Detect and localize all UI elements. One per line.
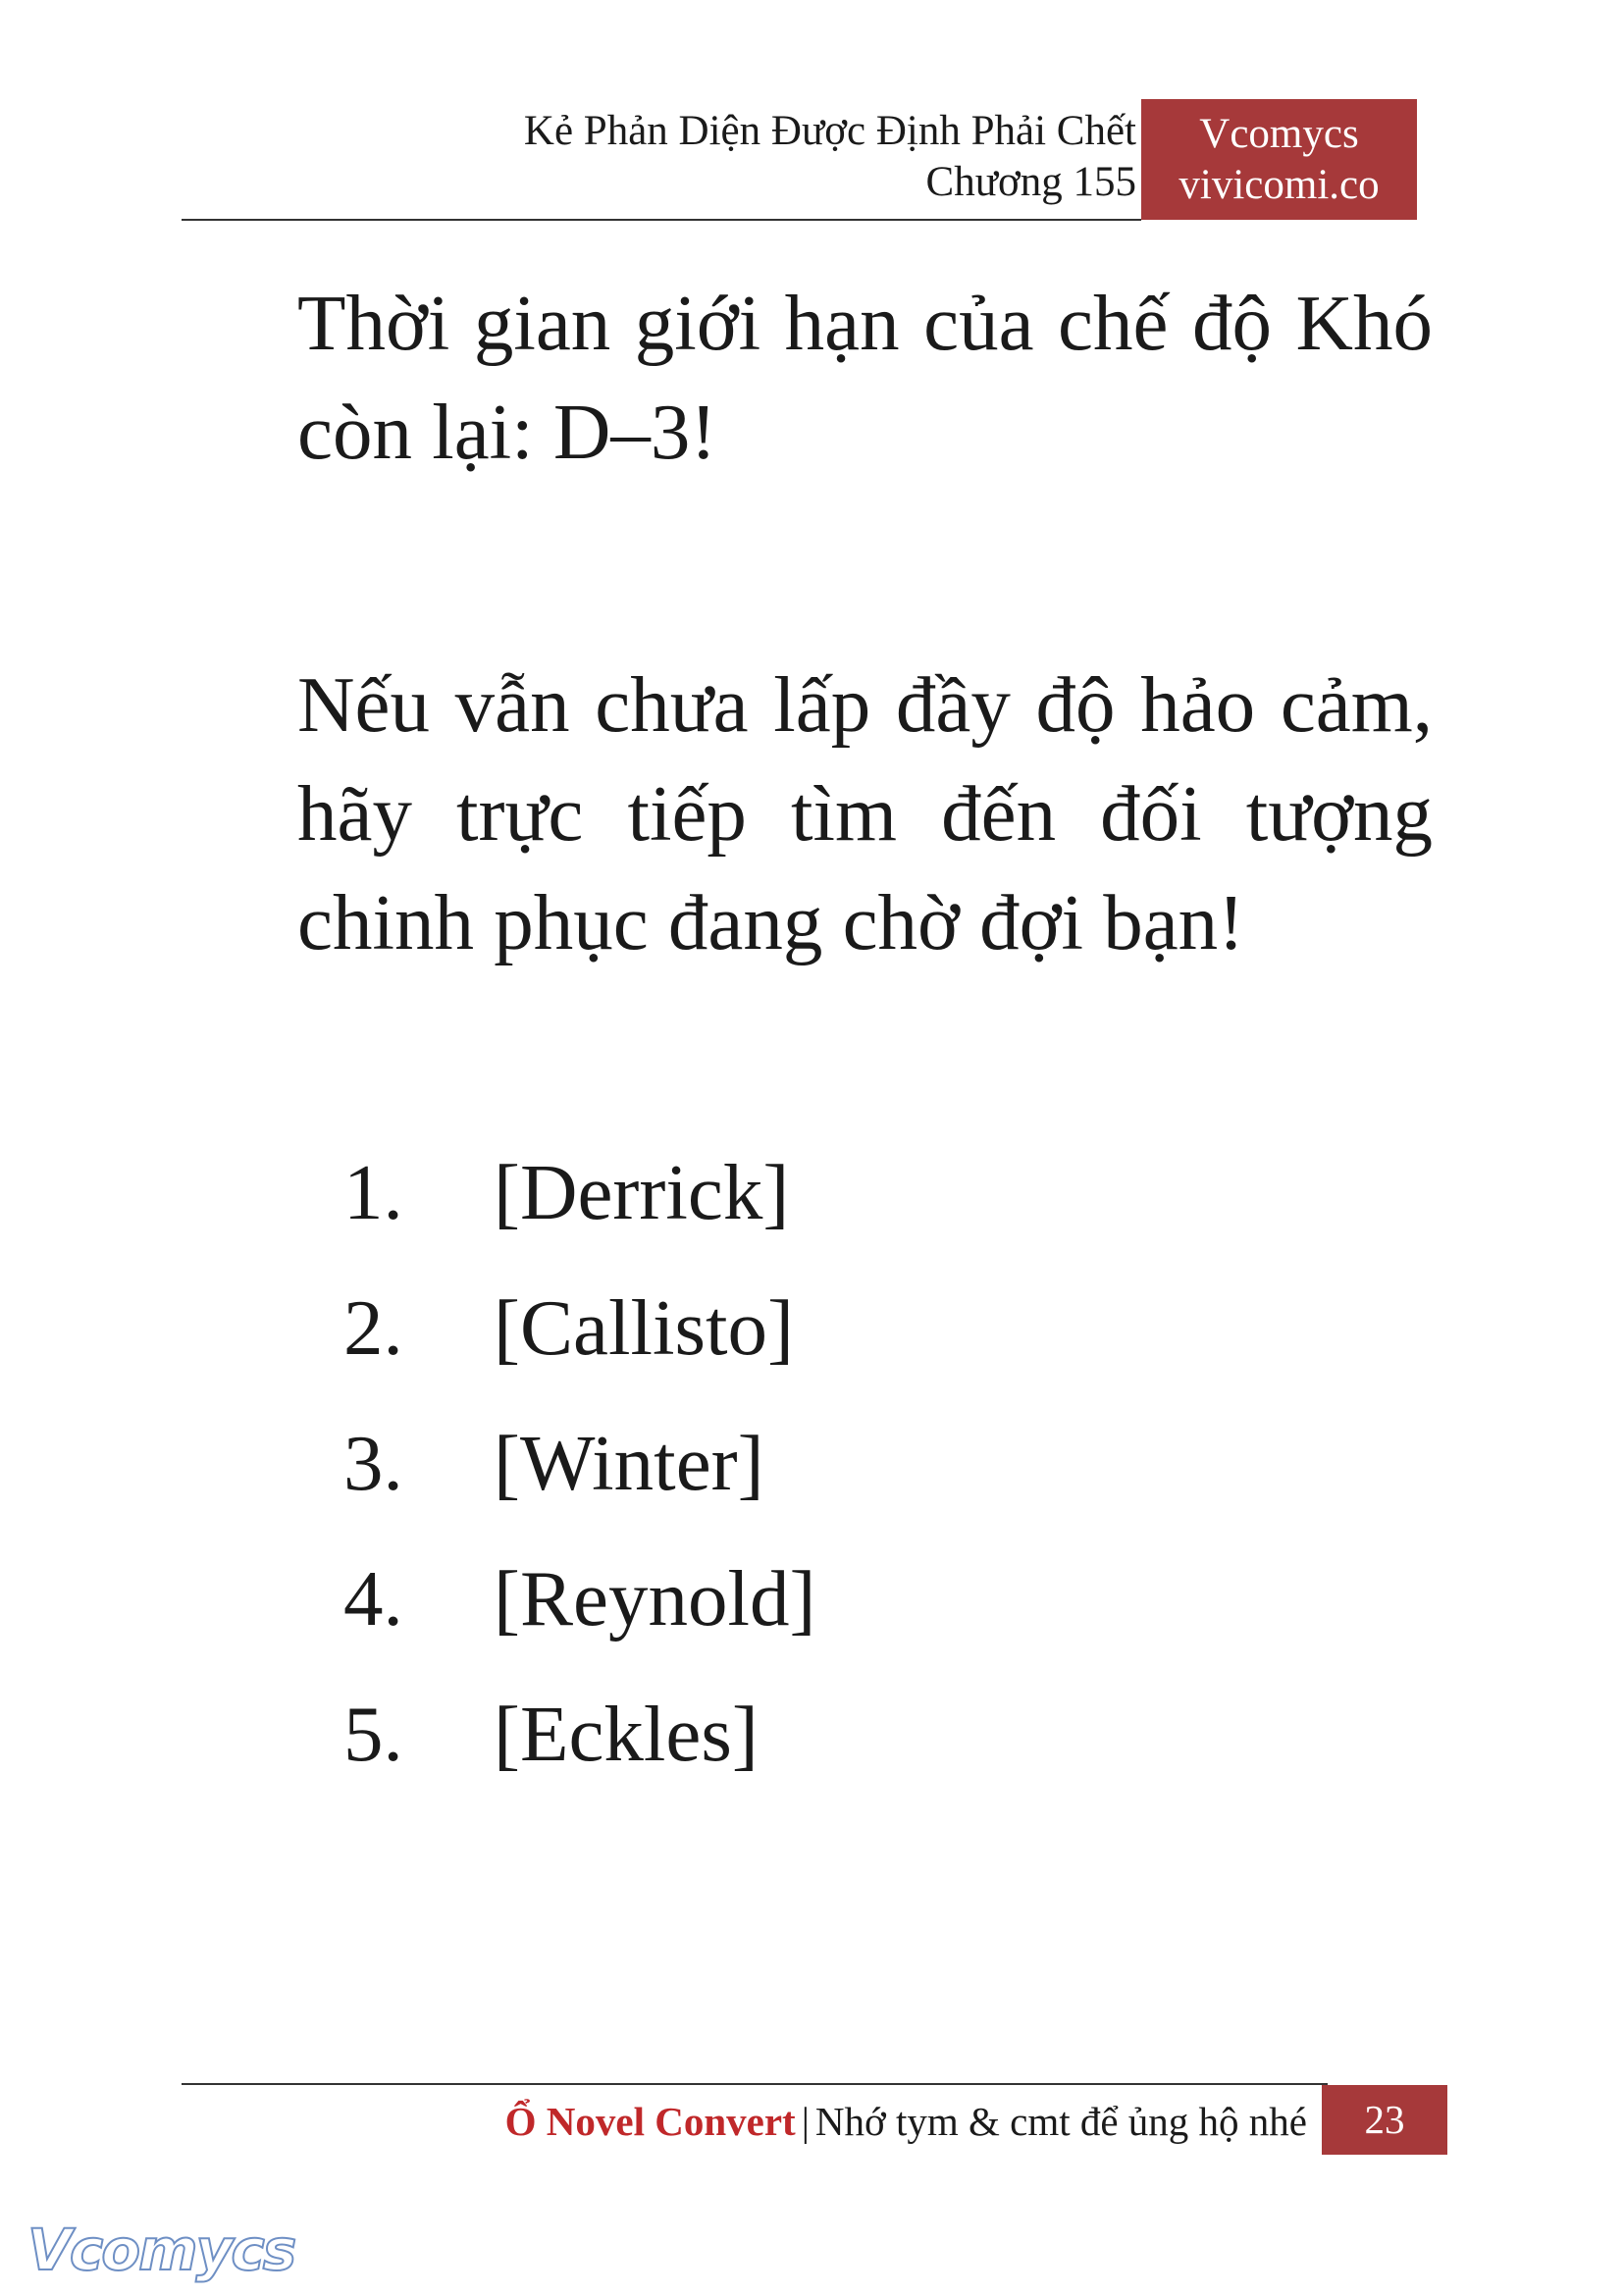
footer-divider [182,2083,1328,2085]
list-item [343,1531,815,1666]
list-item [343,1260,815,1395]
chapter-label: Chương 155 [925,159,1136,205]
option-label: [Derrick] [494,1148,790,1236]
paragraph-instruction: Nếu vẫn chưa lấp đầy độ hảo cảm, hãy trực tiếp tìm đến đối tượng chinh phục đang chờ đợi bạn! [297,660,1433,966]
footer-brand: Ổ Novel Convert [504,2099,796,2144]
option-number: 1. [343,1148,403,1236]
option-number: 2. [343,1283,403,1372]
target-option-list [343,1124,815,1801]
option-number: 4. [343,1554,403,1643]
footer-message: Nhớ tym & cmt để ủng hộ nhé [814,2099,1307,2144]
header-divider [182,219,1141,221]
list-item [343,1395,815,1531]
option-number: 5. [343,1690,403,1778]
option-label: [Eckles] [494,1690,759,1778]
book-title: Kẻ Phản Diện Được Định Phải Chết [523,108,1136,154]
running-header [524,106,1136,208]
site-badge-url: vivicomi.co [1179,162,1380,208]
site-badge [1141,99,1417,220]
option-number: 3. [343,1419,403,1507]
option-label: [Winter] [494,1419,764,1507]
footer-line [505,2088,1307,2155]
option-label: [Callisto] [494,1283,794,1372]
option-label: [Reynold] [494,1554,816,1643]
site-badge-name: Vcomycs [1199,111,1359,157]
paragraph-time-limit: Thời gian giới hạn của chế độ Khó còn lại: D–3! [297,279,1433,476]
page-number: 23 [1322,2085,1447,2155]
list-item [343,1124,815,1260]
list-item [343,1666,815,1801]
footer-separator: | [801,2099,810,2144]
watermark-logo: Vcomycs [27,2217,295,2283]
